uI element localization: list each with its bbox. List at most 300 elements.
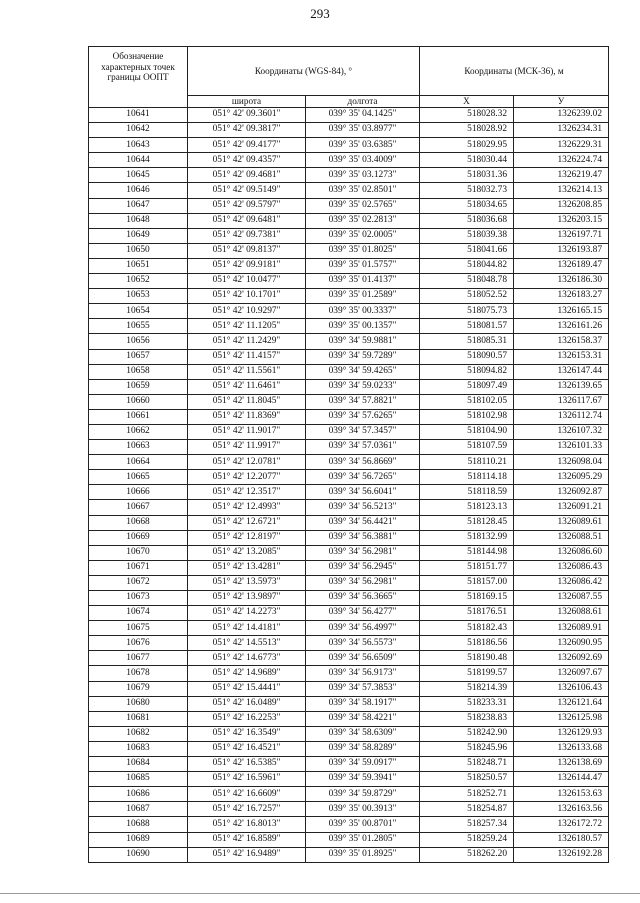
cell-point-id: 10665 bbox=[89, 470, 188, 485]
cell-y-coordinate: 1326208.85 bbox=[514, 198, 609, 213]
cell-y-coordinate: 1326183.27 bbox=[514, 289, 609, 304]
table-row bbox=[89, 757, 609, 772]
cell-longitude: 039° 34' 59.8729" bbox=[306, 787, 420, 802]
table-row bbox=[89, 832, 609, 847]
table-row bbox=[89, 500, 609, 515]
cell-latitude: 051° 42' 09.8137" bbox=[188, 243, 306, 258]
cell-y-coordinate: 1326153.31 bbox=[514, 349, 609, 364]
cell-latitude: 051° 42' 13.9897" bbox=[188, 591, 306, 606]
cell-point-id: 10681 bbox=[89, 711, 188, 726]
table-row bbox=[89, 349, 609, 364]
cell-longitude: 039° 35' 00.1357" bbox=[306, 319, 420, 334]
cell-y-coordinate: 1326189.47 bbox=[514, 258, 609, 273]
cell-point-id: 10672 bbox=[89, 575, 188, 590]
cell-longitude: 039° 34' 56.5573" bbox=[306, 636, 420, 651]
cell-point-id: 10663 bbox=[89, 440, 188, 455]
table-row bbox=[89, 394, 609, 409]
cell-longitude: 039° 34' 57.6265" bbox=[306, 409, 420, 424]
cell-y-coordinate: 1326092.69 bbox=[514, 651, 609, 666]
cell-point-id: 10647 bbox=[89, 198, 188, 213]
cell-x-coordinate: 518031.36 bbox=[420, 168, 514, 183]
cell-point-id: 10651 bbox=[89, 258, 188, 273]
cell-y-coordinate: 1326214.13 bbox=[514, 183, 609, 198]
cell-y-coordinate: 1326138.69 bbox=[514, 757, 609, 772]
cell-point-id: 10662 bbox=[89, 424, 188, 439]
cell-y-coordinate: 1326098.04 bbox=[514, 455, 609, 470]
cell-y-coordinate: 1326153.63 bbox=[514, 787, 609, 802]
cell-x-coordinate: 518085.31 bbox=[420, 334, 514, 349]
cell-y-coordinate: 1326172.72 bbox=[514, 817, 609, 832]
cell-y-coordinate: 1326203.15 bbox=[514, 213, 609, 228]
cell-longitude: 039° 34' 58.8289" bbox=[306, 741, 420, 756]
page-bottom-rule bbox=[0, 893, 640, 894]
cell-point-id: 10667 bbox=[89, 500, 188, 515]
cell-longitude: 039° 34' 58.4221" bbox=[306, 711, 420, 726]
cell-x-coordinate: 518252.71 bbox=[420, 787, 514, 802]
cell-point-id: 10673 bbox=[89, 591, 188, 606]
table-row bbox=[89, 636, 609, 651]
cell-latitude: 051° 42' 16.4521" bbox=[188, 741, 306, 756]
cell-x-coordinate: 518182.43 bbox=[420, 621, 514, 636]
cell-point-id: 10675 bbox=[89, 621, 188, 636]
cell-y-coordinate: 1326139.65 bbox=[514, 379, 609, 394]
cell-point-id: 10652 bbox=[89, 274, 188, 289]
cell-point-id: 10659 bbox=[89, 379, 188, 394]
table-row bbox=[89, 198, 609, 213]
cell-longitude: 039° 35' 04.1425" bbox=[306, 108, 420, 123]
cell-latitude: 051° 42' 16.3549" bbox=[188, 726, 306, 741]
cell-longitude: 039° 35' 01.8925" bbox=[306, 847, 420, 862]
cell-x-coordinate: 518123.13 bbox=[420, 500, 514, 515]
cell-longitude: 039° 34' 59.7289" bbox=[306, 349, 420, 364]
cell-x-coordinate: 518128.45 bbox=[420, 515, 514, 530]
cell-x-coordinate: 518233.31 bbox=[420, 696, 514, 711]
header-longitude: долгота bbox=[306, 96, 420, 108]
cell-point-id: 10649 bbox=[89, 228, 188, 243]
cell-longitude: 039° 34' 57.3853" bbox=[306, 681, 420, 696]
table-row bbox=[89, 289, 609, 304]
cell-y-coordinate: 1326121.64 bbox=[514, 696, 609, 711]
cell-point-id: 10684 bbox=[89, 757, 188, 772]
cell-latitude: 051° 42' 09.5797" bbox=[188, 198, 306, 213]
cell-point-id: 10666 bbox=[89, 485, 188, 500]
page-number: 293 bbox=[310, 6, 330, 21]
cell-x-coordinate: 518028.92 bbox=[420, 123, 514, 138]
cell-point-id: 10680 bbox=[89, 696, 188, 711]
cell-x-coordinate: 518028.32 bbox=[420, 108, 514, 123]
cell-latitude: 051° 42' 16.8589" bbox=[188, 832, 306, 847]
cell-x-coordinate: 518190.48 bbox=[420, 651, 514, 666]
cell-longitude: 039° 34' 58.6309" bbox=[306, 726, 420, 741]
cell-longitude: 039° 34' 56.6509" bbox=[306, 651, 420, 666]
cell-longitude: 039° 35' 02.2813" bbox=[306, 213, 420, 228]
cell-x-coordinate: 518102.98 bbox=[420, 409, 514, 424]
coordinates-table bbox=[88, 46, 609, 863]
cell-latitude: 051° 42' 13.4281" bbox=[188, 560, 306, 575]
table-row bbox=[89, 666, 609, 681]
cell-x-coordinate: 518075.73 bbox=[420, 304, 514, 319]
cell-x-coordinate: 518081.57 bbox=[420, 319, 514, 334]
cell-x-coordinate: 518104.90 bbox=[420, 424, 514, 439]
cell-y-coordinate: 1326180.57 bbox=[514, 832, 609, 847]
cell-longitude: 039° 34' 56.9173" bbox=[306, 666, 420, 681]
table-row bbox=[89, 696, 609, 711]
cell-point-id: 10648 bbox=[89, 213, 188, 228]
cell-x-coordinate: 518039.38 bbox=[420, 228, 514, 243]
table-row bbox=[89, 409, 609, 424]
table-row bbox=[89, 138, 609, 153]
cell-point-id: 10676 bbox=[89, 636, 188, 651]
cell-x-coordinate: 518176.51 bbox=[420, 606, 514, 621]
cell-x-coordinate: 518169.15 bbox=[420, 591, 514, 606]
table-row bbox=[89, 470, 609, 485]
header-y: У bbox=[514, 96, 609, 108]
cell-longitude: 039° 34' 56.4277" bbox=[306, 606, 420, 621]
cell-y-coordinate: 1326192.28 bbox=[514, 847, 609, 862]
cell-longitude: 039° 35' 01.4137" bbox=[306, 274, 420, 289]
cell-latitude: 051° 42' 11.8369" bbox=[188, 409, 306, 424]
cell-point-id: 10685 bbox=[89, 772, 188, 787]
cell-latitude: 051° 42' 09.9181" bbox=[188, 258, 306, 273]
cell-latitude: 051° 42' 12.4993" bbox=[188, 500, 306, 515]
cell-latitude: 051° 42' 14.6773" bbox=[188, 651, 306, 666]
cell-y-coordinate: 1326097.67 bbox=[514, 666, 609, 681]
cell-longitude: 039° 34' 56.2981" bbox=[306, 575, 420, 590]
cell-point-id: 10661 bbox=[89, 409, 188, 424]
cell-y-coordinate: 1326144.47 bbox=[514, 772, 609, 787]
cell-latitude: 051° 42' 11.8045" bbox=[188, 394, 306, 409]
table-row bbox=[89, 153, 609, 168]
cell-x-coordinate: 518032.73 bbox=[420, 183, 514, 198]
table-row bbox=[89, 304, 609, 319]
cell-x-coordinate: 518114.18 bbox=[420, 470, 514, 485]
cell-y-coordinate: 1326197.71 bbox=[514, 228, 609, 243]
cell-latitude: 051° 42' 10.9297" bbox=[188, 304, 306, 319]
cell-x-coordinate: 518199.57 bbox=[420, 666, 514, 681]
cell-latitude: 051° 42' 16.5961" bbox=[188, 772, 306, 787]
cell-latitude: 051° 42' 12.0781" bbox=[188, 455, 306, 470]
table-row bbox=[89, 530, 609, 545]
cell-y-coordinate: 1326229.31 bbox=[514, 138, 609, 153]
cell-x-coordinate: 518029.95 bbox=[420, 138, 514, 153]
cell-longitude: 039° 34' 56.8669" bbox=[306, 455, 420, 470]
cell-longitude: 039° 35' 02.0005" bbox=[306, 228, 420, 243]
cell-longitude: 039° 35' 01.2589" bbox=[306, 289, 420, 304]
cell-longitude: 039° 34' 56.5213" bbox=[306, 500, 420, 515]
table-row bbox=[89, 591, 609, 606]
cell-x-coordinate: 518132.99 bbox=[420, 530, 514, 545]
cell-latitude: 051° 42' 09.5149" bbox=[188, 183, 306, 198]
cell-longitude: 039° 34' 57.0361" bbox=[306, 440, 420, 455]
cell-y-coordinate: 1326086.42 bbox=[514, 575, 609, 590]
cell-latitude: 051° 42' 12.2077" bbox=[188, 470, 306, 485]
table-row bbox=[89, 606, 609, 621]
cell-point-id: 10671 bbox=[89, 560, 188, 575]
cell-point-id: 10678 bbox=[89, 666, 188, 681]
cell-latitude: 051° 42' 15.4441" bbox=[188, 681, 306, 696]
cell-y-coordinate: 1326106.43 bbox=[514, 681, 609, 696]
cell-x-coordinate: 518107.59 bbox=[420, 440, 514, 455]
table-row bbox=[89, 108, 609, 123]
table-row bbox=[89, 485, 609, 500]
cell-latitude: 051° 42' 16.9489" bbox=[188, 847, 306, 862]
cell-x-coordinate: 518094.82 bbox=[420, 364, 514, 379]
cell-latitude: 051° 42' 14.4181" bbox=[188, 621, 306, 636]
cell-y-coordinate: 1326089.61 bbox=[514, 515, 609, 530]
cell-y-coordinate: 1326224.74 bbox=[514, 153, 609, 168]
table-body bbox=[89, 108, 609, 863]
table-header-row bbox=[89, 47, 609, 96]
table-row bbox=[89, 334, 609, 349]
cell-longitude: 039° 35' 02.5765" bbox=[306, 198, 420, 213]
cell-y-coordinate: 1326186.30 bbox=[514, 274, 609, 289]
cell-latitude: 051° 42' 09.3817" bbox=[188, 123, 306, 138]
header-wgs84: Координаты (WGS-84), ° bbox=[188, 47, 420, 96]
cell-point-id: 10674 bbox=[89, 606, 188, 621]
cell-y-coordinate: 1326239.02 bbox=[514, 108, 609, 123]
cell-longitude: 039° 34' 56.7265" bbox=[306, 470, 420, 485]
table-row bbox=[89, 515, 609, 530]
table-row bbox=[89, 802, 609, 817]
cell-y-coordinate: 1326112.74 bbox=[514, 409, 609, 424]
cell-point-id: 10687 bbox=[89, 802, 188, 817]
cell-point-id: 10645 bbox=[89, 168, 188, 183]
cell-longitude: 039° 34' 59.3941" bbox=[306, 772, 420, 787]
cell-x-coordinate: 518186.56 bbox=[420, 636, 514, 651]
cell-x-coordinate: 518052.52 bbox=[420, 289, 514, 304]
cell-latitude: 051° 42' 16.0489" bbox=[188, 696, 306, 711]
cell-latitude: 051° 42' 10.0477" bbox=[188, 274, 306, 289]
cell-longitude: 039° 34' 56.2981" bbox=[306, 545, 420, 560]
cell-latitude: 051° 42' 16.5385" bbox=[188, 757, 306, 772]
cell-point-id: 10655 bbox=[89, 319, 188, 334]
cell-latitude: 051° 42' 13.5973" bbox=[188, 575, 306, 590]
table-row bbox=[89, 575, 609, 590]
cell-latitude: 051° 42' 09.6481" bbox=[188, 213, 306, 228]
table-row bbox=[89, 243, 609, 258]
cell-point-id: 10690 bbox=[89, 847, 188, 862]
cell-longitude: 039° 34' 56.3881" bbox=[306, 530, 420, 545]
cell-latitude: 051° 42' 09.4177" bbox=[188, 138, 306, 153]
header-x: X bbox=[420, 96, 514, 108]
cell-y-coordinate: 1326090.95 bbox=[514, 636, 609, 651]
cell-y-coordinate: 1326129.93 bbox=[514, 726, 609, 741]
header-msk36: Координаты (МСК-36), м bbox=[420, 47, 609, 96]
cell-point-id: 10658 bbox=[89, 364, 188, 379]
cell-x-coordinate: 518262.20 bbox=[420, 847, 514, 862]
cell-longitude: 039° 34' 57.3457" bbox=[306, 424, 420, 439]
table-row bbox=[89, 379, 609, 394]
cell-longitude: 039° 34' 59.4265" bbox=[306, 364, 420, 379]
cell-longitude: 039° 35' 02.8501" bbox=[306, 183, 420, 198]
cell-x-coordinate: 518248.71 bbox=[420, 757, 514, 772]
table-row bbox=[89, 183, 609, 198]
table-row bbox=[89, 651, 609, 666]
cell-point-id: 10644 bbox=[89, 153, 188, 168]
cell-longitude: 039° 34' 56.3665" bbox=[306, 591, 420, 606]
cell-point-id: 10641 bbox=[89, 108, 188, 123]
cell-x-coordinate: 518041.66 bbox=[420, 243, 514, 258]
cell-x-coordinate: 518036.68 bbox=[420, 213, 514, 228]
cell-y-coordinate: 1326165.15 bbox=[514, 304, 609, 319]
cell-y-coordinate: 1326092.87 bbox=[514, 485, 609, 500]
cell-longitude: 039° 35' 01.2805" bbox=[306, 832, 420, 847]
cell-y-coordinate: 1326107.32 bbox=[514, 424, 609, 439]
cell-latitude: 051° 42' 09.7381" bbox=[188, 228, 306, 243]
table-row bbox=[89, 364, 609, 379]
cell-x-coordinate: 518242.90 bbox=[420, 726, 514, 741]
cell-point-id: 10677 bbox=[89, 651, 188, 666]
cell-latitude: 051° 42' 16.2253" bbox=[188, 711, 306, 726]
cell-point-id: 10689 bbox=[89, 832, 188, 847]
cell-x-coordinate: 518245.96 bbox=[420, 741, 514, 756]
cell-x-coordinate: 518250.57 bbox=[420, 772, 514, 787]
table-row bbox=[89, 228, 609, 243]
table-row bbox=[89, 772, 609, 787]
cell-y-coordinate: 1326234.31 bbox=[514, 123, 609, 138]
cell-latitude: 051° 42' 11.5561" bbox=[188, 364, 306, 379]
cell-point-id: 10646 bbox=[89, 183, 188, 198]
header-latitude: широта bbox=[188, 96, 306, 108]
cell-latitude: 051° 42' 09.3601" bbox=[188, 108, 306, 123]
cell-latitude: 051° 42' 11.9017" bbox=[188, 424, 306, 439]
table-row bbox=[89, 741, 609, 756]
cell-y-coordinate: 1326088.61 bbox=[514, 606, 609, 621]
cell-longitude: 039° 34' 59.0233" bbox=[306, 379, 420, 394]
cell-y-coordinate: 1326193.87 bbox=[514, 243, 609, 258]
cell-latitude: 051° 42' 13.2085" bbox=[188, 545, 306, 560]
table-row bbox=[89, 455, 609, 470]
cell-x-coordinate: 518144.98 bbox=[420, 545, 514, 560]
table-row bbox=[89, 123, 609, 138]
cell-y-coordinate: 1326095.29 bbox=[514, 470, 609, 485]
cell-latitude: 051° 42' 16.7257" bbox=[188, 802, 306, 817]
cell-point-id: 10650 bbox=[89, 243, 188, 258]
cell-point-id: 10654 bbox=[89, 304, 188, 319]
header-point-designation: Обозначение характерных точек границы ООПТ bbox=[89, 47, 188, 108]
cell-longitude: 039° 35' 00.3337" bbox=[306, 304, 420, 319]
table-row bbox=[89, 319, 609, 334]
cell-point-id: 10660 bbox=[89, 394, 188, 409]
cell-point-id: 10670 bbox=[89, 545, 188, 560]
cell-point-id: 10688 bbox=[89, 817, 188, 832]
cell-longitude: 039° 35' 03.6385" bbox=[306, 138, 420, 153]
cell-latitude: 051° 42' 11.1205" bbox=[188, 319, 306, 334]
cell-latitude: 051° 42' 11.6461" bbox=[188, 379, 306, 394]
cell-point-id: 10669 bbox=[89, 530, 188, 545]
table-row bbox=[89, 545, 609, 560]
cell-latitude: 051° 42' 14.5513" bbox=[188, 636, 306, 651]
cell-x-coordinate: 518254.87 bbox=[420, 802, 514, 817]
cell-point-id: 10683 bbox=[89, 741, 188, 756]
cell-longitude: 039° 34' 56.2945" bbox=[306, 560, 420, 575]
cell-x-coordinate: 518259.24 bbox=[420, 832, 514, 847]
cell-latitude: 051° 42' 16.6609" bbox=[188, 787, 306, 802]
cell-longitude: 039° 34' 59.0917" bbox=[306, 757, 420, 772]
cell-latitude: 051° 42' 16.8013" bbox=[188, 817, 306, 832]
table-row bbox=[89, 726, 609, 741]
cell-latitude: 051° 42' 14.9689" bbox=[188, 666, 306, 681]
cell-x-coordinate: 518257.34 bbox=[420, 817, 514, 832]
cell-y-coordinate: 1326086.60 bbox=[514, 545, 609, 560]
table-row bbox=[89, 440, 609, 455]
cell-longitude: 039° 35' 00.8701" bbox=[306, 817, 420, 832]
table-row bbox=[89, 168, 609, 183]
cell-point-id: 10686 bbox=[89, 787, 188, 802]
cell-longitude: 039° 34' 56.4421" bbox=[306, 515, 420, 530]
table-row bbox=[89, 681, 609, 696]
table-row bbox=[89, 847, 609, 862]
cell-point-id: 10653 bbox=[89, 289, 188, 304]
cell-y-coordinate: 1326163.56 bbox=[514, 802, 609, 817]
cell-y-coordinate: 1326101.33 bbox=[514, 440, 609, 455]
table-row bbox=[89, 424, 609, 439]
cell-longitude: 039° 35' 03.1273" bbox=[306, 168, 420, 183]
cell-x-coordinate: 518214.39 bbox=[420, 681, 514, 696]
cell-x-coordinate: 518102.05 bbox=[420, 394, 514, 409]
table-row bbox=[89, 258, 609, 273]
cell-x-coordinate: 518157.00 bbox=[420, 575, 514, 590]
table-row bbox=[89, 817, 609, 832]
cell-latitude: 051° 42' 11.2429" bbox=[188, 334, 306, 349]
cell-x-coordinate: 518238.83 bbox=[420, 711, 514, 726]
cell-point-id: 10656 bbox=[89, 334, 188, 349]
cell-point-id: 10643 bbox=[89, 138, 188, 153]
cell-longitude: 039° 35' 00.3913" bbox=[306, 802, 420, 817]
cell-x-coordinate: 518097.49 bbox=[420, 379, 514, 394]
cell-y-coordinate: 1326086.43 bbox=[514, 560, 609, 575]
table-row bbox=[89, 711, 609, 726]
cell-x-coordinate: 518151.77 bbox=[420, 560, 514, 575]
cell-y-coordinate: 1326158.37 bbox=[514, 334, 609, 349]
cell-point-id: 10682 bbox=[89, 726, 188, 741]
table-row bbox=[89, 560, 609, 575]
cell-y-coordinate: 1326219.47 bbox=[514, 168, 609, 183]
cell-longitude: 039° 35' 03.4009" bbox=[306, 153, 420, 168]
cell-longitude: 039° 34' 59.9881" bbox=[306, 334, 420, 349]
cell-latitude: 051° 42' 09.4357" bbox=[188, 153, 306, 168]
cell-latitude: 051° 42' 11.9917" bbox=[188, 440, 306, 455]
cell-latitude: 051° 42' 12.8197" bbox=[188, 530, 306, 545]
table-row bbox=[89, 621, 609, 636]
cell-latitude: 051° 42' 12.6721" bbox=[188, 515, 306, 530]
cell-x-coordinate: 518044.82 bbox=[420, 258, 514, 273]
cell-x-coordinate: 518048.78 bbox=[420, 274, 514, 289]
cell-latitude: 051° 42' 12.3517" bbox=[188, 485, 306, 500]
cell-y-coordinate: 1326089.91 bbox=[514, 621, 609, 636]
table-row bbox=[89, 787, 609, 802]
cell-x-coordinate: 518118.59 bbox=[420, 485, 514, 500]
cell-longitude: 039° 34' 57.8821" bbox=[306, 394, 420, 409]
cell-longitude: 039° 35' 03.8977" bbox=[306, 123, 420, 138]
cell-longitude: 039° 35' 01.5757" bbox=[306, 258, 420, 273]
cell-y-coordinate: 1326091.21 bbox=[514, 500, 609, 515]
table-row bbox=[89, 274, 609, 289]
cell-point-id: 10642 bbox=[89, 123, 188, 138]
cell-longitude: 039° 34' 56.4997" bbox=[306, 621, 420, 636]
cell-y-coordinate: 1326088.51 bbox=[514, 530, 609, 545]
cell-longitude: 039° 35' 01.8025" bbox=[306, 243, 420, 258]
table-row bbox=[89, 213, 609, 228]
cell-y-coordinate: 1326147.44 bbox=[514, 364, 609, 379]
cell-longitude: 039° 34' 56.6041" bbox=[306, 485, 420, 500]
cell-point-id: 10657 bbox=[89, 349, 188, 364]
cell-point-id: 10679 bbox=[89, 681, 188, 696]
cell-x-coordinate: 518090.57 bbox=[420, 349, 514, 364]
cell-x-coordinate: 518110.21 bbox=[420, 455, 514, 470]
cell-point-id: 10668 bbox=[89, 515, 188, 530]
cell-x-coordinate: 518030.44 bbox=[420, 153, 514, 168]
